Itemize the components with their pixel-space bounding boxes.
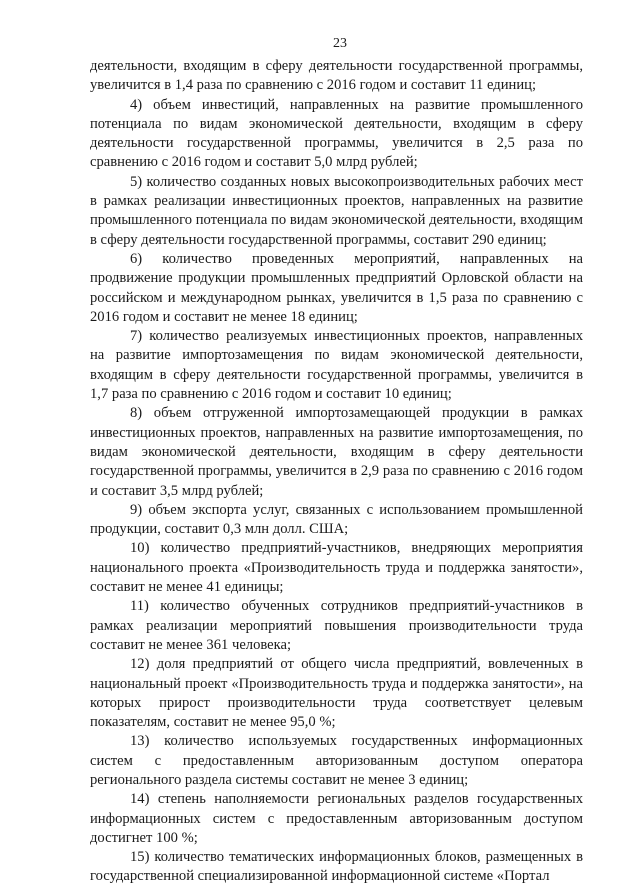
paragraph-item-5: 5) количество созданных новых высокопроизводительных рабочих мест в рамках реализации инвестиционных проектов, направленных на развитие промышленного потенциала по видам экономической деятельности, входящим в сферу деятельности государственной программы, составит 290 единиц; [90, 173, 583, 248]
paragraph-item-6: 6) количество проведенных мероприятий, направленных на продвижение продукции промышленных предприятий Орловской области на российском и международном рынках, увеличится в 1,5 раза по сравнению с 2016 годом и составит не менее 18 единиц; [90, 250, 583, 325]
paragraph-item-4: 4) объем инвестиций, направленных на развитие промышленного потенциала по видам экономической деятельности, входящим в сферу деятельности государственной программы, увеличится в 2,5 раза по сравнению с 2016 годом и составит 5,0 млрд рублей; [90, 96, 583, 171]
paragraph-item-12: 12) доля предприятий от общего числа предприятий, вовлеченных в национальный проект «Производительность труда и поддержка занятости», на которых прирост производительности труда соответствует целевым показателям, составит не менее 95,0 %; [90, 656, 583, 731]
paragraph-item-7: 7) количество реализуемых инвестиционных проектов, направленных на развитие импортозамещения по видам экономической деятельности, входящим в сферу деятельности государственной программы, увеличится в 1,7 раза по сравнению с 2016 годом и составит 10 единиц; [90, 328, 583, 403]
paragraph-item-13: 13) количество используемых государственных информационных систем с предоставленным авторизованным доступом оператора регионального раздела системы составит не менее 3 единиц; [90, 733, 583, 788]
page-number: 23 [333, 36, 347, 51]
paragraph-item-14: 14) степень наполняемости региональных разделов государственных информационных систем с предоставленным авторизованным доступом достигнет 100 %; [90, 791, 583, 846]
paragraph-continuation: деятельности, входящим в сферу деятельности государственной программы, увеличится в 1,4 раза по сравнению с 2016 годом и составит 11 единиц; [90, 58, 583, 94]
paragraph-item-8: 8) объем отгруженной импортозамещающей продукции в рамках инвестиционных проектов, направленных на развитие импортозамещения, по видам экономической деятельности, входящим в сферу деятельности государственной программы, увеличится в 2,9 раза по сравнению с 2016 годом и составит 3,5 млрд рублей; [90, 405, 583, 499]
document-body [90, 57, 583, 887]
paragraph-item-11: 11) количество обученных сотрудников предприятий-участников в рамках реализации мероприятий повышения производительности труда составит не менее 361 человека; [90, 598, 583, 653]
paragraph-item-10: 10) количество предприятий-участников, внедряющих мероприятия национального проекта «Производительность труда и поддержка занятости», составит не менее 41 единицы; [90, 540, 583, 596]
paragraph-item-15: 15) количество тематических информационных блоков, размещенных в государственной специализированной информационной системе «Портал [90, 849, 583, 885]
paragraph-item-9: 9) объем экспорта услуг, связанных с использованием промышленной продукции, составит 0,3 млн долл. США; [90, 501, 583, 538]
